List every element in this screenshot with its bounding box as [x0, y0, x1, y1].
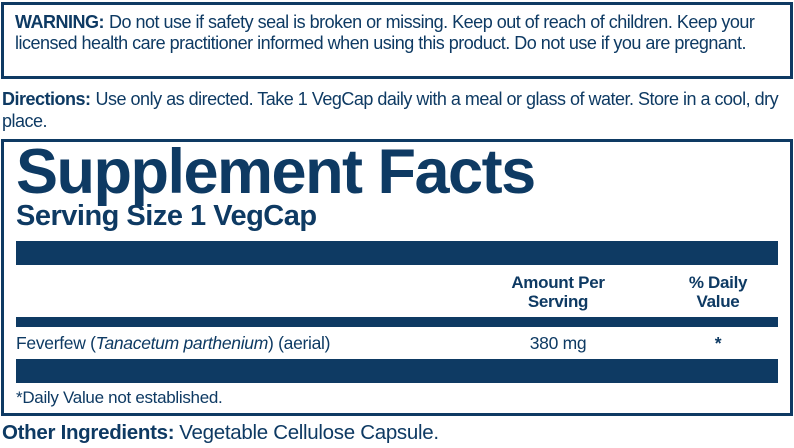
- column-header-amount-line2: Serving: [527, 292, 589, 311]
- directions-paragraph: [2, 88, 792, 132]
- divider-bar-top: [16, 241, 778, 265]
- directions-text: Use only as directed. Take 1 VegCap daily with a meal or glass of water. Store in a cool, dry place.: [2, 89, 779, 131]
- warning-text: Do not use if safety seal is broken or missing. Keep out of reach of children. Keep your licensed health care practitioner informed when using this product. Do not use if you are pregnant.: [15, 12, 755, 53]
- warning-label: WARNING:: [15, 12, 104, 32]
- ingredient-daily-value: *: [714, 333, 722, 353]
- other-ingredients-label: Other Ingredients:: [2, 421, 175, 444]
- ingredient-name-suffix: ) (aerial): [268, 333, 331, 353]
- column-header-daily-value: [658, 273, 778, 311]
- column-header-daily-value-line1: % Daily: [688, 273, 748, 292]
- ingredient-name: [16, 333, 458, 353]
- ingredient-amount: 380 mg: [529, 333, 587, 353]
- serving-size: Serving Size 1 VegCap: [16, 200, 317, 232]
- table-row: [16, 327, 778, 359]
- ingredient-name-latin: Tanacetum parthenium: [95, 333, 269, 353]
- ingredient-name-prefix: Feverfew (: [16, 333, 96, 353]
- other-ingredients-paragraph: [2, 421, 792, 445]
- daily-value-footnote: *Daily Value not established.: [16, 388, 223, 407]
- directions-label: Directions:: [2, 89, 91, 109]
- supplement-facts-title: Supplement Facts: [16, 137, 535, 207]
- column-header-daily-value-line2: Value: [696, 292, 740, 311]
- supplement-facts-panel: [1, 139, 793, 416]
- warning-box: [1, 2, 793, 79]
- column-header-amount: [458, 273, 658, 311]
- table-header-row: [16, 265, 778, 317]
- divider-bar-bottom: [16, 359, 778, 383]
- divider-bar-header: [16, 317, 778, 327]
- column-header-amount-line1: Amount Per: [511, 273, 605, 292]
- other-ingredients-text: Vegetable Cellulose Capsule.: [179, 421, 439, 444]
